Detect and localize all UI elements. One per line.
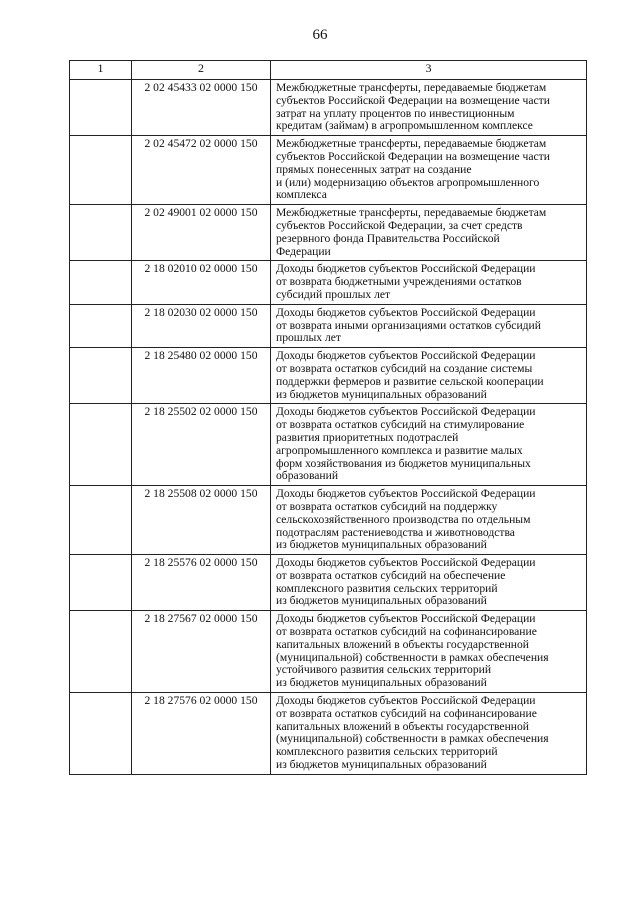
description-line: комплекса [276,188,327,202]
description-line: комплексного развития сельских территорий [276,745,498,759]
column-header-1: 1 [70,61,132,80]
description-line: от возврата остатков субсидий на стимулирование [276,418,525,432]
description-line: Межбюджетные трансферты, передаваемые бюджетам [276,137,547,151]
description-line: от возврата остатков субсидий на поддержку [276,499,498,513]
description-cell [271,348,587,404]
table-row [70,404,587,486]
description-line: (муниципальной) собственности в рамках обеспечения [276,732,549,746]
description-line: Федерации [276,244,331,258]
description-line: из бюджетов муниципальных образований [276,676,487,690]
description-line: Доходы бюджетов субъектов Российской Федерации [276,305,536,319]
description-line: Доходы бюджетов субъектов Российской Федерации [276,262,536,276]
budget-code-cell: 2 18 25502 02 0000 150 [132,404,271,486]
budget-code-cell: 2 18 25508 02 0000 150 [132,486,271,555]
budget-code-cell: 2 02 45472 02 0000 150 [132,136,271,205]
table-row [70,136,587,205]
description-line: (муниципальной) собственности в рамках обеспечения [276,650,549,664]
table-row [70,611,587,693]
description-line: прямых понесенных затрат на создание [276,162,472,176]
description-line: Доходы бюджетов субъектов Российской Федерации [276,612,536,626]
description-line: сельскохозяйственного производства по отдельным [276,512,531,526]
row-number-cell [70,136,132,205]
description-line: из бюджетов муниципальных образований [276,538,487,552]
budget-code-cell: 2 18 02010 02 0000 150 [132,261,271,304]
description-line: от возврата остатков субсидий на создание системы [276,361,533,375]
description-cell [271,611,587,693]
page-number: 66 [312,27,328,43]
description-line: агропромышленного комплекса и развитие малых [276,443,523,457]
description-line: Доходы бюджетов субъектов Российской Федерации [276,556,536,570]
description-cell [271,693,587,775]
budget-code-cell: 2 18 02030 02 0000 150 [132,304,271,347]
budget-code-cell: 2 18 25576 02 0000 150 [132,555,271,611]
row-number-cell [70,693,132,775]
table-row [70,261,587,304]
revenue-classification-table [69,60,587,775]
description-line: Межбюджетные трансферты, передаваемые бюджетам [276,81,547,94]
description-line: субъектов Российской Федерации на возмещение части [276,149,550,163]
description-line: развития приоритетных подотраслей [276,430,459,444]
row-number-cell [70,486,132,555]
description-cell [271,205,587,261]
table-body [70,80,587,775]
row-number-cell [70,348,132,404]
description-line: поддержки фермеров и развитие сельской кооперации [276,374,544,388]
description-line: капитальных вложений в объекты государственной [276,637,529,651]
description-line: подотраслям растениеводства и животноводства [276,525,515,539]
description-line: от возврата остатков субсидий на обеспечение [276,568,506,582]
description-line: образований [276,469,339,483]
budget-code-cell: 2 18 27567 02 0000 150 [132,611,271,693]
description-line: прошлых лет [276,331,341,345]
column-header-2: 2 [132,61,271,80]
budget-code-cell: 2 18 25480 02 0000 150 [132,348,271,404]
table-row [70,555,587,611]
description-line: Доходы бюджетов субъектов Российской Федерации [276,349,536,363]
table-row [70,486,587,555]
description-line: из бюджетов муниципальных образований [276,758,487,772]
description-cell [271,404,587,486]
budget-code-cell: 2 02 45433 02 0000 150 [132,80,271,136]
row-number-cell [70,611,132,693]
table-row [70,304,587,347]
table-header-row [70,61,587,80]
description-line: устойчивого развития сельских территорий [276,663,492,677]
description-line: из бюджетов муниципальных образований [276,387,487,401]
description-line: от возврата иными организациями остатков субсидий [276,318,541,332]
description-line: Доходы бюджетов субъектов Российской Федерации [276,405,536,419]
description-cell [271,80,587,136]
description-line: субсидий прошлых лет [276,287,391,301]
table-row [70,80,587,136]
description-line: резервного фонда Правительства Российской [276,231,500,245]
description-line: Доходы бюджетов субъектов Российской Федерации [276,487,536,501]
description-cell [271,555,587,611]
table-row [70,348,587,404]
description-line: от возврата остатков субсидий на софинансирование [276,706,537,720]
description-line: и (или) модернизацию объектов агропромышленного [276,175,540,189]
column-header-3: 3 [271,61,587,80]
table-row [70,693,587,775]
description-cell [271,304,587,347]
description-cell [271,136,587,205]
row-number-cell [70,304,132,347]
description-line: из бюджетов муниципальных образований [276,594,487,608]
description-line: Доходы бюджетов субъектов Российской Федерации [276,694,536,708]
description-line: капитальных вложений в объекты государственной [276,719,529,733]
description-line: форм хозяйствования из бюджетов муниципальных [276,456,531,470]
description-line: комплексного развития сельских территорий [276,581,498,595]
description-line: субъектов Российской Федерации на возмещение части [276,93,550,107]
row-number-cell [70,261,132,304]
description-line: от возврата остатков субсидий на софинансирование [276,625,537,639]
row-number-cell [70,555,132,611]
row-number-cell [70,205,132,261]
row-number-cell [70,80,132,136]
description-line: затрат на уплату процентов по инвестиционным [276,106,515,120]
budget-code-cell: 2 02 49001 02 0000 150 [132,205,271,261]
budget-code-cell: 2 18 27576 02 0000 150 [132,693,271,775]
table-row [70,205,587,261]
description-line: от возврата бюджетными учреждениями остатков [276,275,522,289]
description-line: субъектов Российской Федерации, за счет средств [276,218,523,232]
row-number-cell [70,404,132,486]
description-cell [271,261,587,304]
description-cell [271,486,587,555]
description-line: кредитам (займам) в агропромышленном комплексе [276,119,533,133]
description-line: Межбюджетные трансферты, передаваемые бюджетам [276,206,547,220]
